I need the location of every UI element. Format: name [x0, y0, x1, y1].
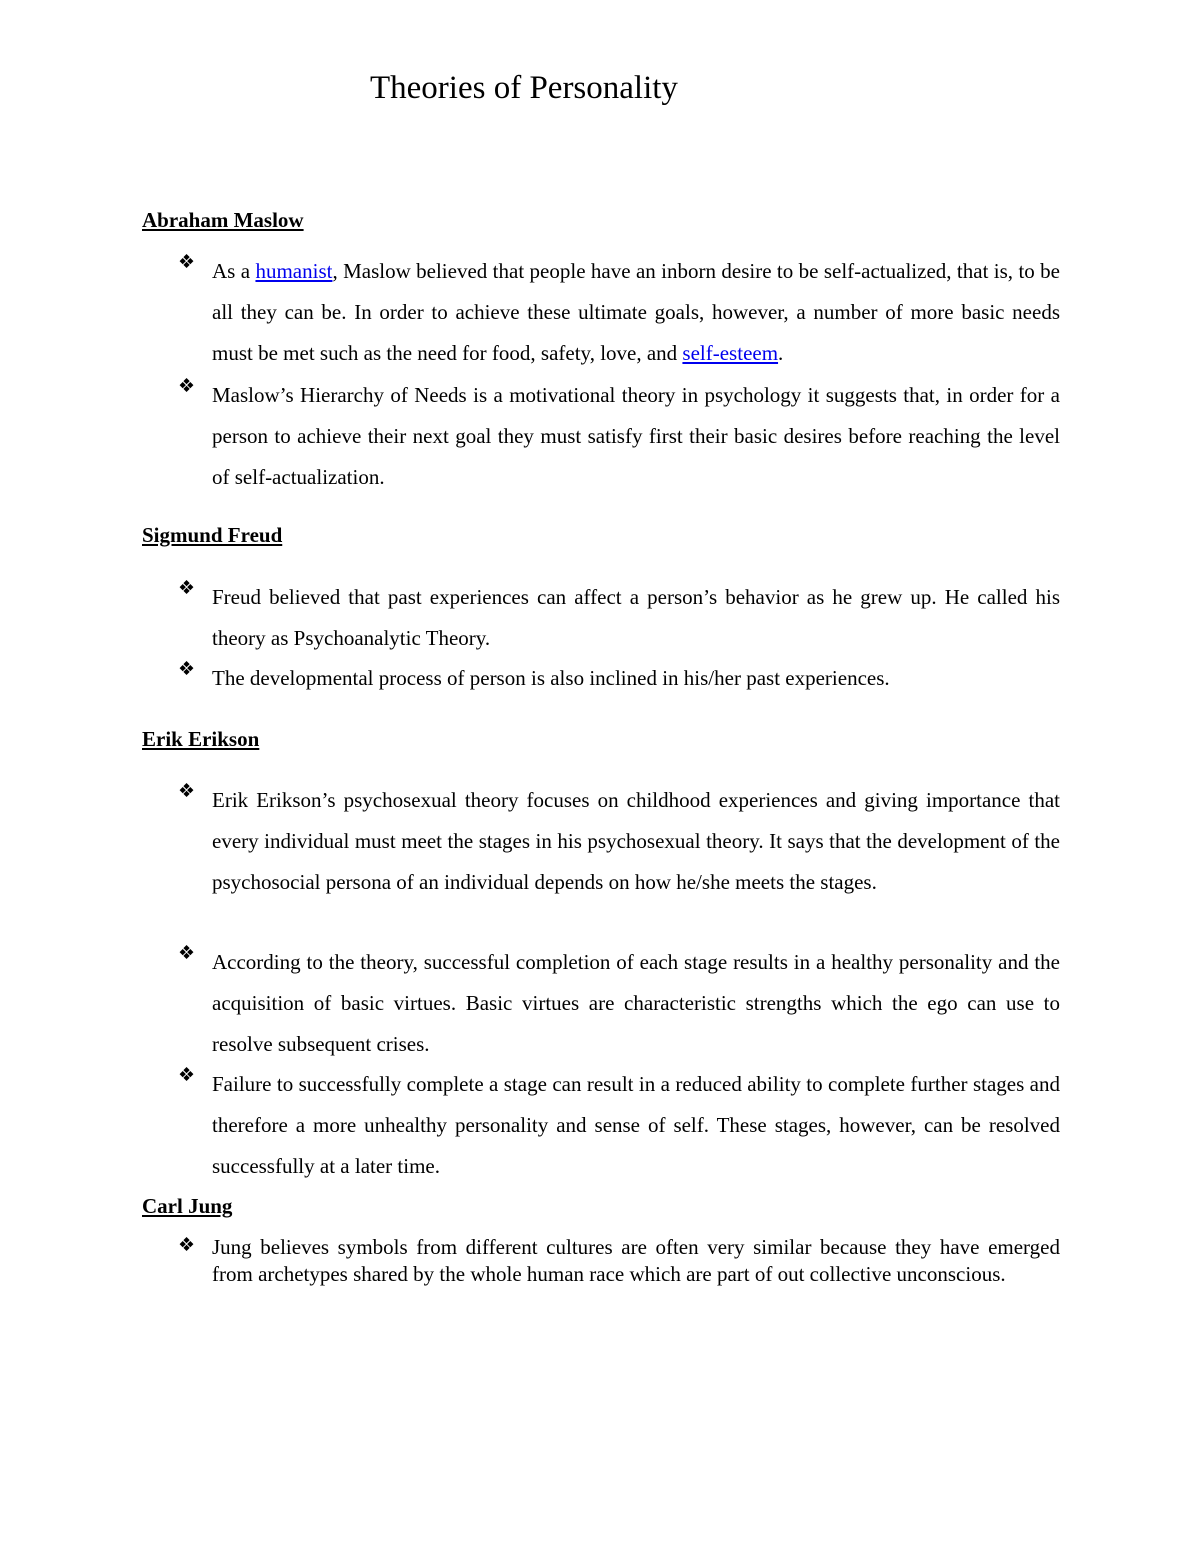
list-item — [178, 942, 1060, 1065]
section-heading-erikson: Erik Erikson — [142, 727, 260, 751]
bullet-text: The developmental process of person is also inclined in his/her past experiences. — [212, 666, 890, 690]
bullet-text: According to the theory, successful completion of each stage results in a healthy personality and the acquisition of basic virtues. Basic virtues are characteristic strengths which the ego can use to resolve subsequent crises. — [212, 950, 1060, 1056]
diamond-bullet-icon: ❖ — [178, 252, 196, 273]
diamond-bullet-icon: ❖ — [178, 578, 196, 599]
list-item — [178, 251, 1060, 374]
list-item — [178, 577, 1060, 659]
humanist-link[interactable]: humanist — [255, 259, 333, 283]
diamond-bullet-icon: ❖ — [178, 781, 196, 802]
section-heading-maslow: Abraham Maslow — [142, 208, 304, 232]
section-heading-freud: Sigmund Freud — [142, 523, 283, 547]
diamond-bullet-icon: ❖ — [178, 1235, 196, 1256]
list-item — [178, 658, 1060, 699]
bullet-text: Freud believed that past experiences can affect a person’s behavior as he grew up. He called his theory as Psychoanalytic Theory. — [212, 585, 1060, 650]
bullet-text: Erik Erikson’s psychosexual theory focuses on childhood experiences and giving importance that every individual must meet the stages in his psychosexual theory. It says that the development of the psychosocial persona of an individual depends on how he/she meets the stages. — [212, 788, 1060, 894]
self-esteem-link[interactable]: self-esteem — [682, 341, 779, 365]
list-item — [178, 780, 1060, 903]
diamond-bullet-icon: ❖ — [178, 1065, 196, 1086]
bullet-text: Failure to successfully complete a stage can result in a reduced ability to complete further stages and therefore a more unhealthy personality and sense of self. These stages, however, can be resolved successfully at a later time. — [212, 1072, 1060, 1178]
section-heading-jung: Carl Jung — [142, 1194, 233, 1218]
bullet-text: As a humanist, Maslow believed that people have an inborn desire to be self-actualized, that is, to be all they can be. In order to achieve these ultimate goals, however, a number of more basic needs must be met such as the need for food, safety, love, and self-esteem. — [212, 259, 1060, 365]
page-title: Theories of Personality — [370, 70, 678, 106]
list-item — [178, 1234, 1060, 1288]
list-item — [178, 1064, 1060, 1187]
diamond-bullet-icon: ❖ — [178, 943, 196, 964]
diamond-bullet-icon: ❖ — [178, 376, 196, 397]
bullet-text: Maslow’s Hierarchy of Needs is a motivational theory in psychology it suggests that, in order for a person to achieve their next goal they must satisfy first their basic desires before reaching the level of self-actualization. — [212, 383, 1060, 489]
bullet-text: Jung believes symbols from different cultures are often very similar because they have emerged from archetypes shared by the whole human race which are part of out collective unconscious. — [212, 1235, 1060, 1286]
diamond-bullet-icon: ❖ — [178, 659, 196, 680]
list-item — [178, 375, 1060, 498]
